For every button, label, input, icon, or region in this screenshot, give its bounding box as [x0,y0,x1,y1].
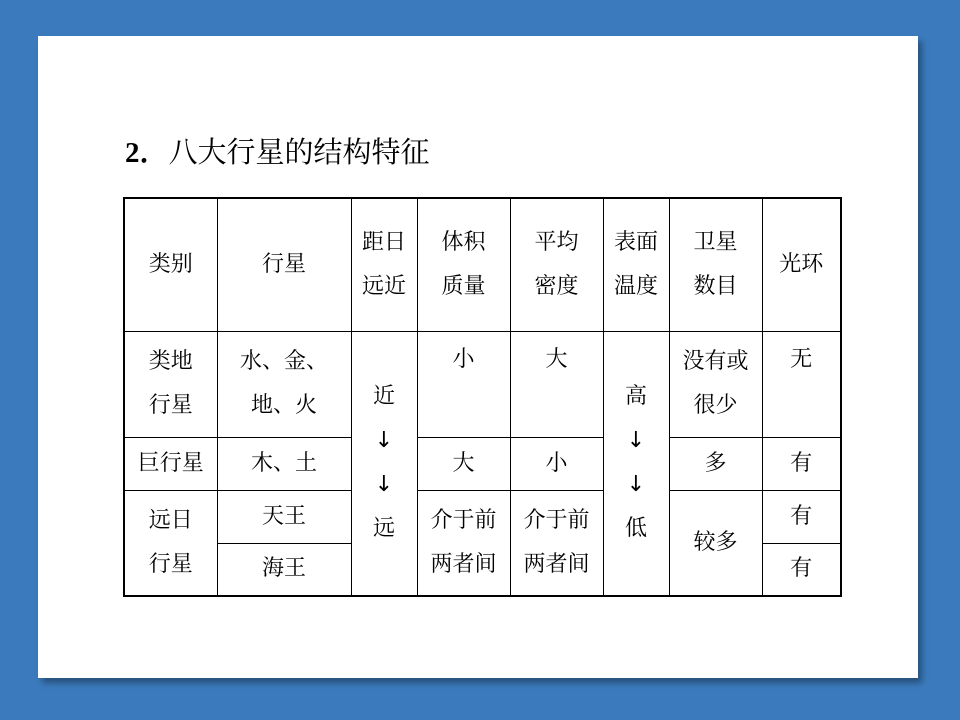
section-number: 2． [125,137,169,169]
satellites-giant: 多 [669,437,762,490]
planets-uranus: 天王 [217,490,351,543]
distance-trend: 近 ↓ ↓ 远 [351,331,417,596]
header-rings: 光环 [762,198,841,331]
table-row [124,490,841,543]
rings-neptune: 有 [762,543,841,596]
group-far: 远日 行星 [124,490,217,596]
slide [38,36,918,678]
planets-terrestrial: 水、金、 地、火 [217,331,351,437]
density-terrestrial: 大 [510,331,603,437]
group-terrestrial: 类地 行星 [124,331,217,437]
section-title-text: 八大行星的结构特征 [168,135,430,169]
group-giant: 巨行星 [124,437,217,490]
header-density: 平均 密度 [510,198,603,331]
planet-structure-table [123,197,842,597]
header-distance: 距日 远近 [351,198,417,331]
header-row [124,198,841,331]
header-satellites: 卫星 数目 [669,198,762,331]
header-planet: 行星 [217,198,351,331]
table-row [124,331,841,437]
density-giant: 小 [510,437,603,490]
density-far: 介于前 两者间 [510,490,603,596]
header-temperature: 表面 温度 [603,198,669,331]
rings-giant: 有 [762,437,841,490]
planets-giant: 木、土 [217,437,351,490]
volume-giant: 大 [417,437,510,490]
rings-terrestrial: 无 [762,331,841,437]
satellites-far: 较多 [669,490,762,596]
volume-terrestrial: 小 [417,331,510,437]
temperature-trend: 高 ↓ ↓ 低 [603,331,669,596]
rings-uranus: 有 [762,490,841,543]
table-row [124,437,841,490]
volume-far: 介于前 两者间 [417,490,510,596]
header-category: 类别 [124,198,217,331]
section-title [125,132,430,173]
header-volume-mass: 体积 质量 [417,198,510,331]
satellites-terrestrial: 没有或 很少 [669,331,762,437]
planets-neptune: 海王 [217,543,351,596]
